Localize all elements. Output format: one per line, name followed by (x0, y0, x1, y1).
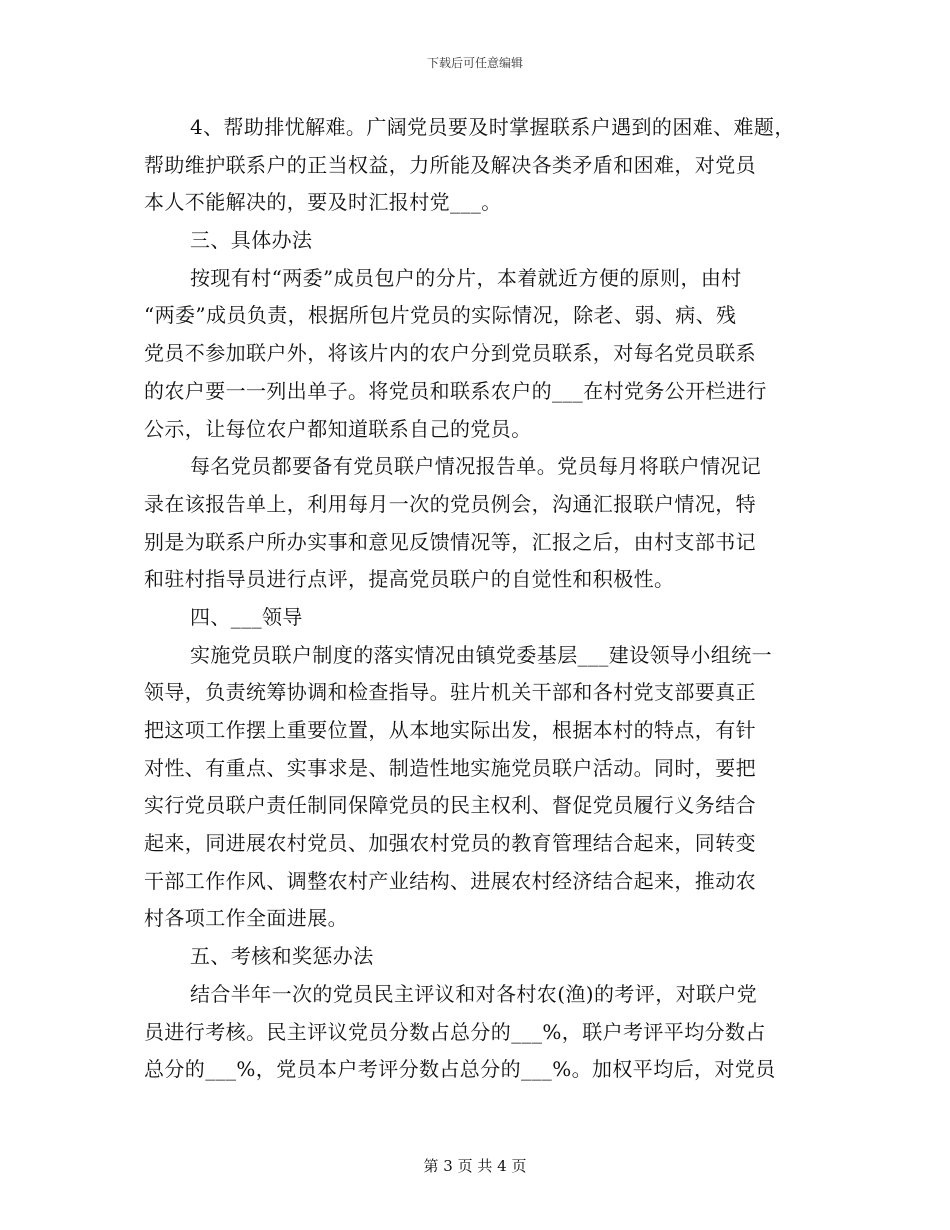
body-line: 对性、有重点、实事求是、制造性地实施党员联户活动。同时，要把 (144, 755, 756, 780)
body-line: 按现有村“两委”成员包户的分片，本着就近方便的原则，由村 (190, 265, 742, 290)
body-line: 实行党员联户责任制同保障党员的民主权利、督促党员履行义务结合 (144, 793, 756, 818)
page-footer: 第 3 页 共 4 页 (423, 1157, 527, 1175)
body-line: 的农户要一一列出单子。将党员和联系农户的___在村党务公开栏进行 (144, 378, 767, 403)
section-heading: 四、___领导 (190, 604, 303, 629)
body-line: 起来，同进展农村党员、加强农村党员的教育管理结合起来，同转变 (144, 831, 756, 856)
body-line: 帮助维护联系户的正当权益，力所能及解决各类矛盾和困难，对党员 (144, 152, 756, 177)
body-line: 总分的___%，党员本户考评分数占总分的___%。加权平均后，对党员 (144, 1057, 776, 1082)
body-line: 别是为联系户所办实事和意见反馈情况等，汇报之后，由村支部书记 (144, 529, 756, 554)
body-line: 干部工作作风、调整农村产业结构、进展农村经济结合起来，推动农 (144, 868, 756, 893)
body-line: 和驻村指导员进行点评，提高党员联户的自觉性和积极性。 (144, 567, 675, 592)
body-line: 本人不能解决的，要及时汇报村党___。 (144, 190, 502, 215)
body-line: 录在该报告单上，利用每月一次的党员例会，沟通汇报联户情况，特 (144, 491, 756, 516)
section-heading: 三、具体办法 (190, 228, 313, 253)
body-line: 结合半年一次的党员民主评议和对各村农(渔)的考评，对联户党 (190, 981, 758, 1006)
body-line: 公示，让每位农户都知道联系自己的党员。 (144, 416, 532, 441)
body-line: 领导，负责统筹协调和检查指导。驻片机关干部和各村党支部要真正 (144, 680, 756, 705)
document-body (144, 109, 804, 1089)
body-line: 员进行考核。民主评议党员分数占总分的___%，联户考评平均分数占 (144, 1019, 766, 1044)
body-line: 村各项工作全面进展。 (144, 906, 348, 931)
page-header: 下载后可任意编辑 (426, 56, 523, 70)
body-line: “两委”成员负责，根据所包片党员的实际情况，除老、弱、病、残 (144, 303, 737, 328)
body-line: 党员不参加联户外，将该片内的农户分到党员联系，对每名党员联系 (144, 341, 756, 366)
body-line: 把这项工作摆上重要位置，从本地实际出发，根据本村的特点，有针 (144, 718, 756, 742)
body-line: 每名党员都要备有党员联户情况报告单。党员每月将联户情况记 (190, 454, 762, 479)
section-heading: 五、考核和奖惩办法 (190, 944, 374, 969)
body-line: 实施党员联户制度的落实情况由镇党委基层___建设领导小组统一 (190, 642, 772, 667)
body-line: 4、帮助排忧解难。广阔党员要及时掌握联系户遇到的困难、难题， (190, 115, 795, 139)
